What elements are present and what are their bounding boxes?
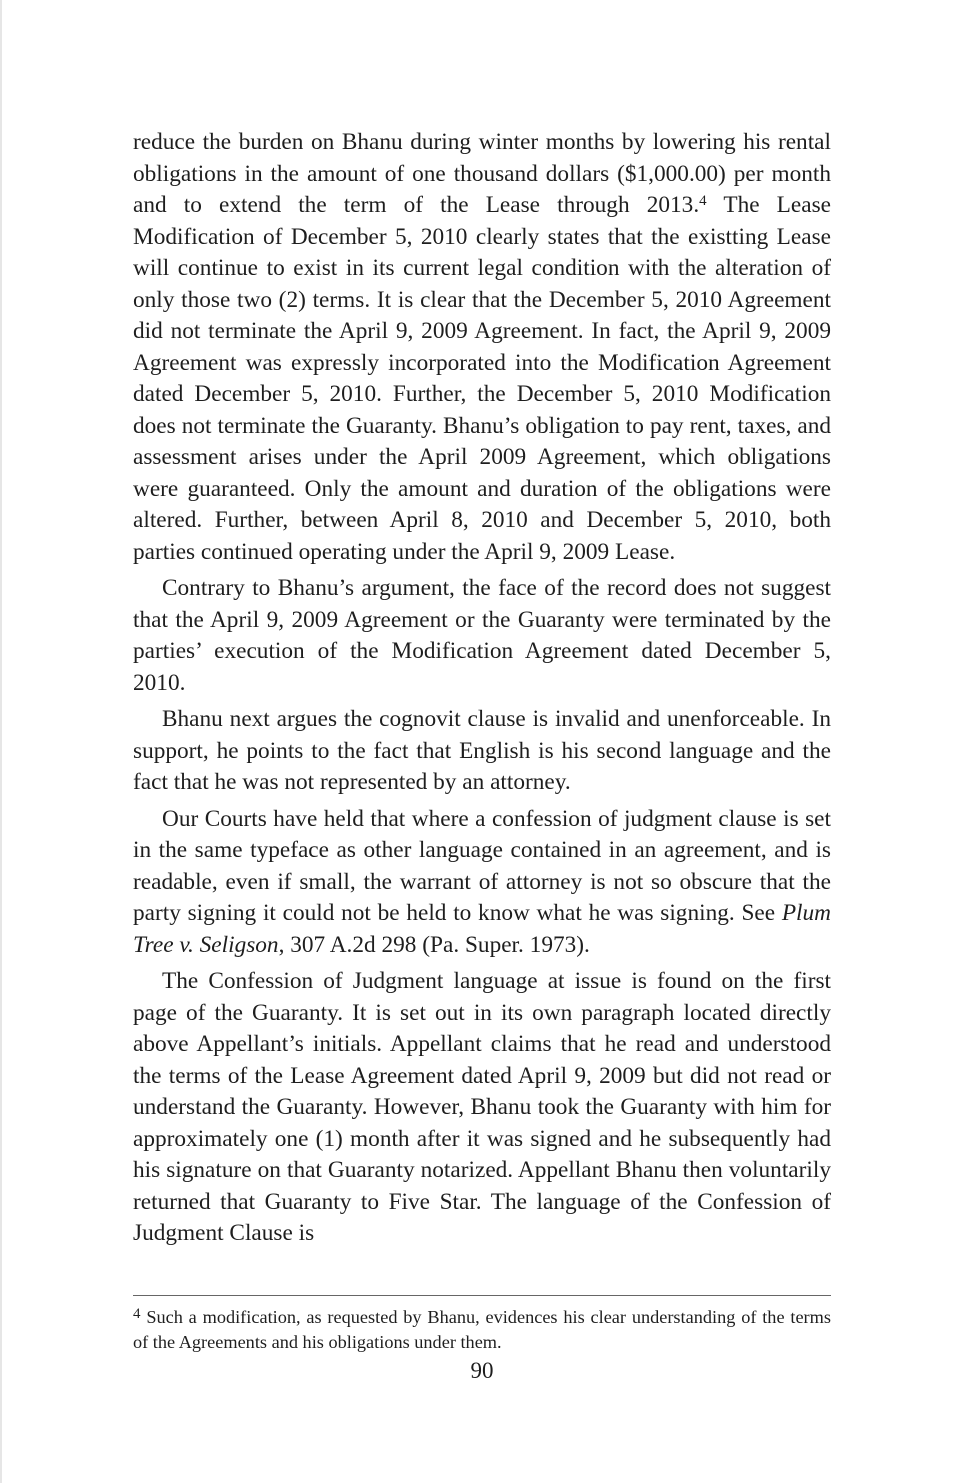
paragraph-1 — [133, 127, 831, 568]
footnote-text: Such a modification, as requested by Bhanu, evidences his clear understanding of the terms of the Agreements and his obligations under them. — [133, 1307, 831, 1352]
paragraph-3: Bhanu next argues the cognovit clause is invalid and unenforceable. In support, he points to the fact that English is his second language and the fact that he was not represented by an attorney. — [133, 706, 831, 795]
paragraph-1-text-start: reduce the burden on Bhanu during winter months by lowering his rental obligations in the amount of one thousand dollars ($1,000.00) per month and to extend the term of the Lease through 2013. — [133, 129, 831, 218]
footnote — [133, 1305, 831, 1355]
footnote-reference: 4 — [699, 193, 707, 209]
case-citation: Plum Tree v. Seligson — [133, 900, 831, 958]
paragraph-2: Contrary to Bhanu’s argument, the face of the record does not suggest that the April 9, 2009 Agreement or the Guaranty were terminated by the parties’ execution of the Modification Agreement dated December 5, 2010. — [133, 575, 831, 696]
paragraph-4-text-end: , 307 A.2d 298 (Pa. Super. 1973). — [278, 931, 590, 958]
paragraph-5: The Confession of Judgment language at issue is found on the first page of the Guaranty. It is set out in its own paragraph located directly above Appellant’s initials. Appellant claims that he read and understood the terms of the Lease Agreement dated April 9, 2009 but did not read or understand the Guaranty. However, Bhanu took the Guaranty with him for approximately one (1) month after it was signed and he subsequently had his signature on that Guaranty notarized. Appellant Bhanu then voluntarily returned that Guaranty to Five Star. The language of the Confession of Judgment Clause is — [133, 968, 831, 1246]
page-number: 90 — [470, 1358, 494, 1383]
paragraph-4 — [133, 804, 831, 962]
footnote-divider — [133, 1295, 831, 1296]
paragraph-4-text-start: Our Courts have held that where a confession of judgment clause is set in the same typeface as other language contained in an agreement, and is readable, even if small, the warrant of attorney is not so obscure that the party signing it could not be held to know what he was signing. See — [133, 805, 831, 926]
main-text — [133, 127, 831, 1255]
footnote-number: 4 — [133, 1306, 141, 1322]
paragraph-1-text-end: The Lease Modification of December 5, 2010 clearly states that the existting Lease will continue to exist in its current legal condition with the alteration of only those two (2) terms. It is clear that the December 5, 2010 Agreement did not terminate the April 9, 2009 Agreement. In fact, the April 9, 2009 Agreement was expressly incorporated into the Modification Agreement dated December 5, 2010. Further, the December 5, 2010 Modification does not terminate the Guaranty. Bhanu’s obligation to pay rent, taxes, and assessment arises under the April 2009 Agreement, which obligations were guaranteed. Only the amount and duration of the obligations were altered. Further, between April 8, 2010 and December 5, 2010, both parties continued operating under the April 9, 2009 Lease. — [133, 192, 831, 565]
